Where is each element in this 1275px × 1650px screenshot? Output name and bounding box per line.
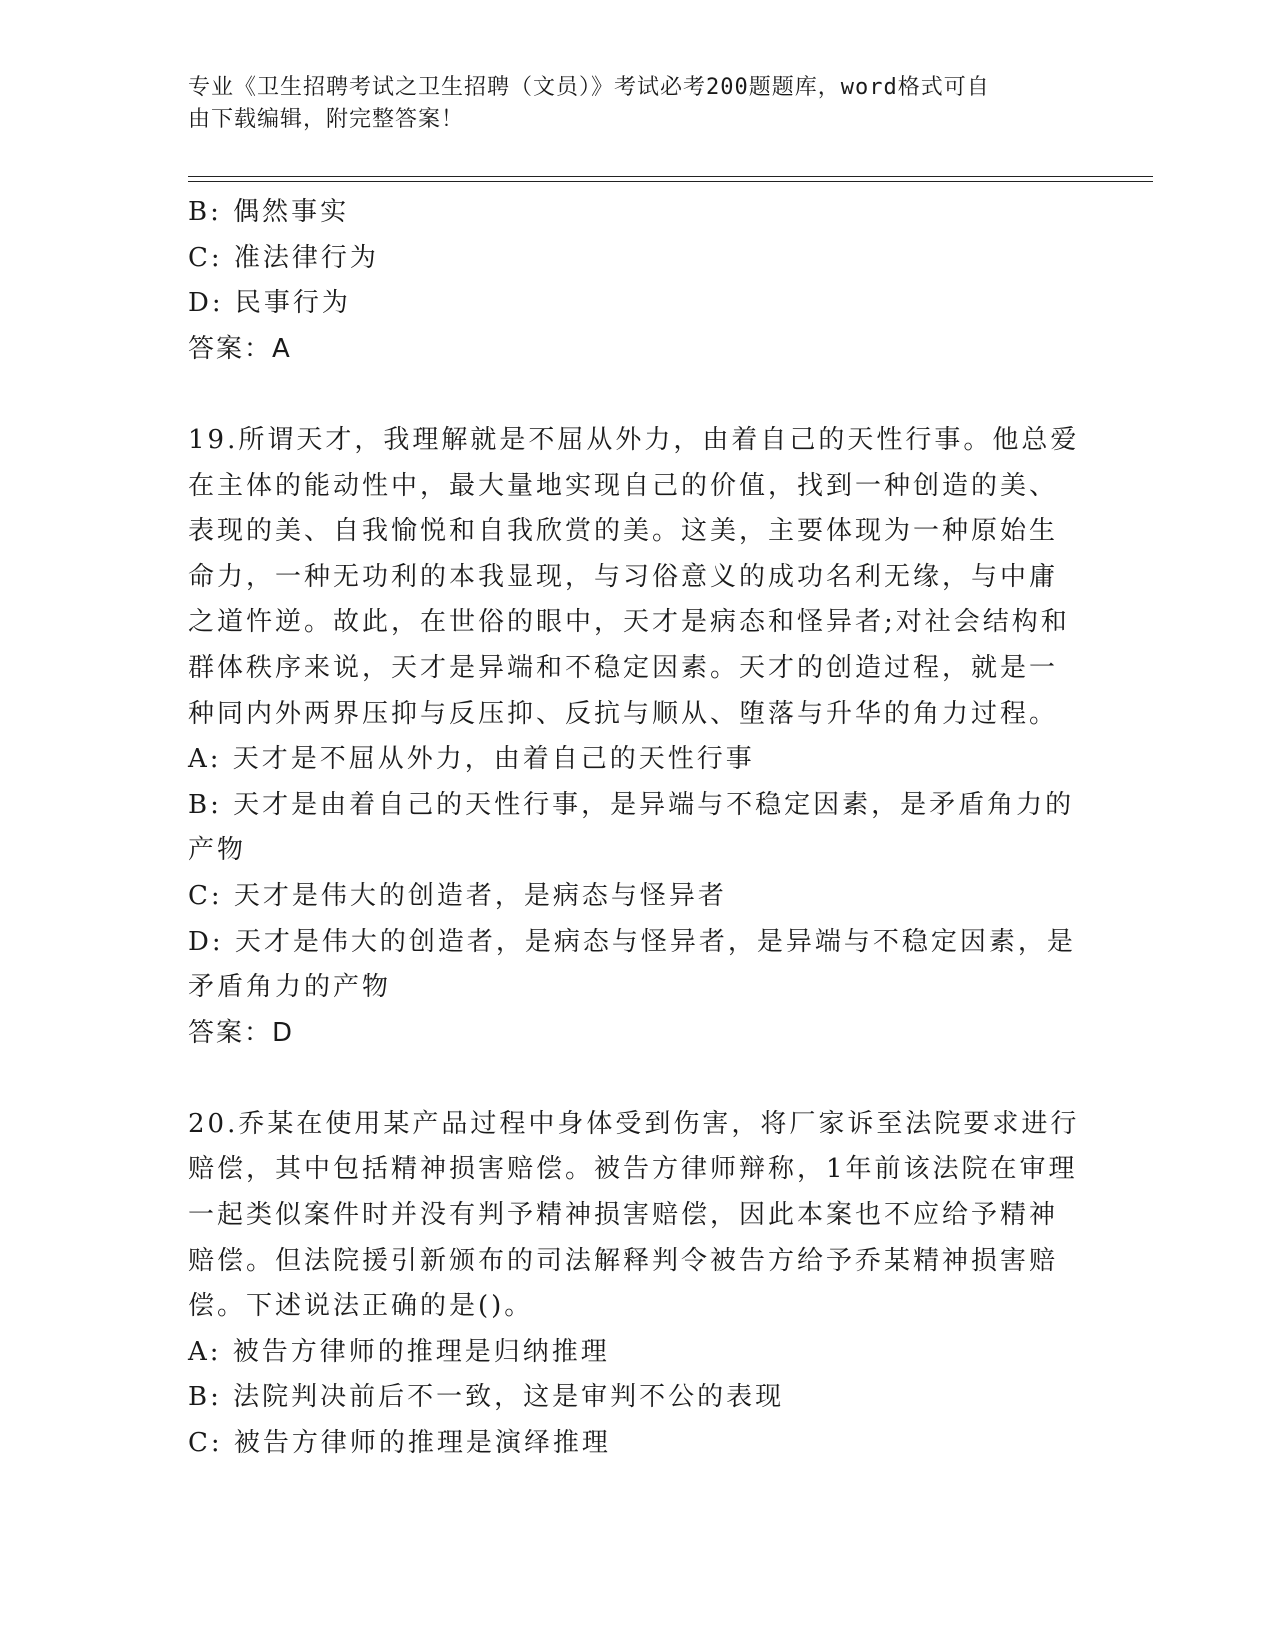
header-line-1: 专业《卫生招聘考试之卫生招聘（文员）》考试必考200题题库，word格式可自 <box>188 75 990 100</box>
question-stem-line: 一起类似案件时并没有判予精神损害赔偿，因此本案也不应给予精神 <box>188 1200 1059 1231</box>
option-c: C: 被告方律师的推理是演绎推理 <box>188 1428 611 1459</box>
question-stem-line: 命力，一种无功利的本我显现，与习俗意义的成功名利无缘，与中庸 <box>188 561 1059 592</box>
option-b: B: 偶然事实 <box>188 197 350 227</box>
question-stem-line: 赔偿。但法院援引新颁布的司法解释判令被告方给予乔某精神损害赔 <box>188 1245 1059 1276</box>
question-19 <box>188 418 1088 1056</box>
answer: 答案：A <box>188 333 292 364</box>
option-d: D: 民事行为 <box>188 288 351 319</box>
option-b-continued: 产物 <box>188 835 247 866</box>
document-body <box>188 190 1088 1467</box>
option-b: B: 天才是由着自己的天性行事，是异端与不稳定因素，是矛盾角力的 <box>188 789 1075 820</box>
question-stem-line: 19.所谓天才，我理解就是不屈从外力，由着自己的天性行事。他总爱 <box>188 424 1080 455</box>
question-20 <box>188 1102 1088 1467</box>
prev-question <box>188 190 1088 372</box>
question-stem-line: 表现的美、自我愉悦和自我欣赏的美。这美，主要体现为一种原始生 <box>188 516 1059 547</box>
option-a: A: 被告方律师的推理是归纳推理 <box>188 1336 610 1367</box>
question-stem-line: 之道忤逆。故此，在世俗的眼中，天才是病态和怪异者;对社会结构和 <box>188 607 1070 638</box>
question-stem-line: 偿。下述说法正确的是()。 <box>188 1291 534 1322</box>
option-c: C: 准法律行为 <box>188 242 379 273</box>
header-divider-top <box>188 176 1153 177</box>
option-d-continued: 矛盾角力的产物 <box>188 972 392 1003</box>
question-stem-line: 在主体的能动性中，最大量地实现自己的价值，找到一种创造的美、 <box>188 470 1059 501</box>
question-stem-line: 赔偿，其中包括精神损害赔偿。被告方律师辩称，1年前该法院在审理 <box>188 1154 1078 1185</box>
option-d: D: 天才是伟大的创造者，是病态与怪异者，是异端与不稳定因素，是 <box>188 926 1076 957</box>
header-line-2: 由下载编辑，附完整答案！ <box>188 107 465 132</box>
header-divider-bottom <box>188 181 1153 182</box>
option-b: B: 法院判决前后不一致，这是审判不公的表现 <box>188 1382 785 1413</box>
answer: 答案：D <box>188 1017 295 1048</box>
document-header <box>188 72 1068 136</box>
option-c: C: 天才是伟大的创造者，是病态与怪异者 <box>188 880 727 911</box>
question-stem-line: 20.乔某在使用某产品过程中身体受到伤害，将厂家诉至法院要求进行 <box>188 1108 1080 1139</box>
option-a: A: 天才是不屈从外力，由着自己的天性行事 <box>188 744 755 775</box>
question-stem-line: 群体秩序来说，天才是异端和不稳定因素。天才的创造过程，就是一 <box>188 652 1059 683</box>
question-stem-line: 种同内外两界压抑与反压抑、反抗与顺从、堕落与升华的角力过程。 <box>188 698 1059 729</box>
